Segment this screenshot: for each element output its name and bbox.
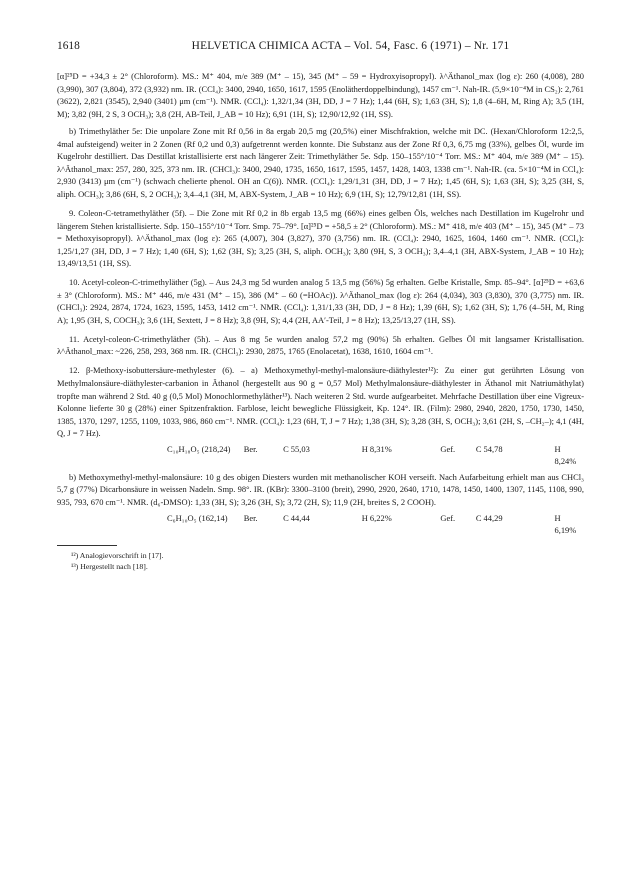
analysis-found-c: C 44,29 [475, 512, 503, 523]
analysis-calc-c: C 55,03 [283, 443, 310, 454]
analysis-calc-h: H 6,22% [361, 512, 392, 523]
main-text-column [57, 70, 584, 573]
page-number: 1618 [57, 40, 80, 52]
analysis-formula: C₁₀H₁₈O₅ (218,24) [167, 443, 231, 454]
footnote-12: ¹²) Analogievorschrift in [17]. [71, 550, 164, 560]
elemental-analysis-2 [57, 512, 584, 537]
footnote-divider [57, 545, 117, 546]
paragraph-section-9: 9. Coleon-C-tetramethyläther (5f). – Die Zone mit Rf 0,2 in 8b ergab 13,5 mg (66%) eines gelben Öls, welches nach Destillation im Kugelrohr und längerem Stehen kristallisierte. Sdp. 150–155°/10⁻⁴ Torr. Smp. 75–79°. [α]²⁵D = +58,5 ± 2° (Chloroform). MS.: M⁺ 418, m/e 403 (M⁺ – 15), 345 (M⁺ – 73 = Methoxyisopropyl). λ^Äthanol_max (log ε): 265 (4,007), 304 (3,827), 370 (3,756) nm. IR. (CCl₄): 2940, 1625, 1604, 1460 cm⁻¹. NMR. (CCl₄): 1,25/1,27 (3H, DD, J = 7 Hz); 1,40 (6H, S); 1,62 (3H, S); 3,25 (3H, S, aliph. OCH₃); 3,80 (9H, S, 3 OCH₃); 3,4–4,1 (3H, ABX-System, J_AB = 10 Hz); 13,49/13,51 (1H, SS). [57, 207, 584, 269]
footnote-13: ¹³) Hergestellt nach [18]. [71, 562, 148, 572]
analysis-found-label: Gef. [440, 443, 456, 454]
paragraph-section-12b: b) Methoxymethyl-methyl-malonsäure: 10 g des obigen Diesters wurden mit methanolischer KOH verseift. Nach Aufarbeitung erhielt man aus CHCl₃ 5,7 g (77%) Dicarbonsäure in weissen Nadeln. Smp. 98°. IR. (KBr): 3300–3100 (breit), 2990, 2920, 2640, 1710, 1478, 1450, 1400, 1307, 1145, 1108, 990, 935, 793, 670 cm⁻¹. NMR. (d₆-DMSO): 1,33 (3H, S); 3,26 (3H, S); 3,72 (2H, S); 11,9 (2H, breites S, 2 COOH). [57, 471, 584, 507]
analysis-calc-label: Ber. [243, 512, 258, 523]
analysis-calc-h: H 8,31% [361, 443, 392, 454]
paragraph-spectral-data: [α]²⁵D = +34,3 ± 2° (Chloroform). MS.: M⁺ 404, m/e 389 (M⁺ – 15), 345 (M⁺ – 59 = Hydroxyisopropyl). λ^Äthanol_max (log ε): 260 (4,008), 280 (3,990), 307 (3,804), 372 (3,932) nm. IR. (CCl₄): 3400, 2940, 1650, 1617, 1595 (Enolätherdoppelbindung), 1457 cm⁻¹. Nah-IR. (5,9×10⁻⁴M in CS₂): 2,761 (3622), 2,821 (3545), 2,940 (3401) μm (cm⁻¹). NMR. (CCl₄): 1,32/1,34 (3H, DD, J = 7 Hz); 1,44 (6H, S); 1,63 (3H, S); 1,8 (4–6H, M, Ring A); 3,5 (1H, M); 3,82 (9H, 2 S, 3 OCH₃); 3,8 (2H, AB-Teil, J_AB = 10 Hz); 6,91 (1H, S); 12,90/12,92 (1H, SS). [57, 71, 584, 119]
analysis-calc-label: Ber. [243, 443, 258, 454]
analysis-found-c: C 54,78 [475, 443, 503, 454]
paragraph-section-12a: 12. β-Methoxy-isobuttersäure-methylester (6). – a) Methoxymethyl-methyl-malonsäure-diäthylester¹²): Zu einer gut gerührten Lösung von Methylmalonsäure-diäthylester-carbanion in Äthanol (hergestellt aus 90 g = 0,57 Mol) Methylmalonsäure-diäthylester in Äthanol mit Natriumäthylat) tropfte man während 2 Std. 40 g (0,5 Mol) Monochlormethyläther¹³). Nach weiteren 2 Std. wurde aufgearbeitet. Mehrfache Destillation über eine Vigreux-Kolonne lieferte 30 g (28%) einer Spitzenfraktion. Farblose, leicht bewegliche Flüssigkeit, Kp. 124°. IR. (Film): 2980, 2940, 2820, 1750, 1730, 1450, 1385, 1370, 1297, 1255, 1109, 1033, 986, 860 cm⁻¹. NMR. (CCl₄): 1,23 (6H, T, J = 7 Hz); 1,38 (3H, S); 3,28 (3H, S, OCH₃); 3,61 (2H, S, –CH₂–); 4,1 (4H, Q, J = 7 Hz). [57, 365, 584, 439]
running-header [57, 40, 584, 58]
paragraph-section-11: 11. Acetyl-coleon-C-trimethyläther (5h). – Aus 8 mg 5e wurden analog 57,2 mg (90%) 5h erhalten. Gelbes Öl mit langsamer Kristallisation. λ^Äthanol_max: ~226, 258, 293, 368 nm. IR. (CHCl₃): 2930, 2875, 1765 (Enolacetat), 1638, 1610, 1604 cm⁻¹. [57, 333, 584, 357]
elemental-analysis-1 [57, 443, 584, 468]
paragraph-trimethylaether-5e: b) Trimethyläther 5e: Die unpolare Zone mit Rf 0,56 in 8a ergab 20,5 mg (20,5%) einer Mischfraktion, welche mit DC. (Hexan/Chloroform 12:2,5, 4mal aufsteigend) weiter in 2 Zonen (Rf 0,2 und 0,3) aufgetrennt werden konnte. Die Substanz aus der Zone Rf 0,3, 6,75 mg (33%), gelbes Öl, wurde im Kugelrohr destilliert. Das Destillat kristallisierte erst nach längerer Zeit: Trimethyläther 5e. Sdp. 150–155°/10⁻⁴ Torr. MS.: M⁺ 404, m/e 389 (M⁺ – 15). λ^Äthanol_max: 257, 280, 325, 373 nm. IR. (CHCl₃): 3400, 2940, 1735, 1650, 1617, 1595, 1457, 1428, 1403, 1338 cm⁻¹. Nah-IR. (ca. 5×10⁻⁴M in CCl₄): 2,930 (3413) μm (cm⁻¹) (schwach chelierte phenol. OH an C(6)). NMR. (CCl₄): 1,29/1,31 (3H, DD, J = 7 Hz); 1,45 (6H, S); 1,63 (3H, S); 3,25 (3H, S, aliph. OCH₃); 3,86 (6H, S, 2 OCH₃); 3,4–4,1 (3H, M, ABX-System, J_AB = 10 Hz); 6,9 (1H, S); 12,79/12,81 (1H, SS). [57, 126, 584, 199]
analysis-calc-c: C 44,44 [283, 512, 310, 523]
paragraph-section-10: 10. Acetyl-coleon-C-trimethyläther (5g). – Aus 24,3 mg 5d wurden analog 5 13,5 mg (56%) 5g erhalten. Gelbe Kristalle, Smp. 85–94°. [α]²⁵D = +63,6 ± 3° (Chloroform). MS.: M⁺ 446, m/e 431 (M⁺ – 15), 386 (M⁺ – 60 (=HOAc)). λ^Äthanol_max (log ε): 264 (4,034), 303 (3,830), 370 (3,775) nm. IR. (CHCl₃): 2924, 2874, 1724, 1623, 1595, 1453, 1412 cm⁻¹. NMR. (CCl₄): 1,31/1,33 (3H, DD, J = 8 Hz); 1,39 (6H, S); 1,62 (3H, S); 1,76 (4–5H, M, Ring A); 1,95 (3H, S, COCH₃); 3,6 (1H, Sextett, J = 8 Hz); 3,8 (9H, S); 4,4 (2H, AA′-Teil, J = 8 Hz); 13,25/13,27 (1H, SS). [57, 277, 584, 325]
running-title: HELVETICA CHIMICA ACTA – Vol. 54, Fasc. 6 (1971) – Nr. 171 [191, 40, 510, 52]
analysis-found-h: H 8,24% [554, 443, 577, 467]
analysis-formula: C₆H₁₀O₅ (162,14) [167, 512, 228, 523]
analysis-found-h: H 6,19% [554, 512, 577, 536]
analysis-found-label: Gef. [440, 512, 456, 523]
